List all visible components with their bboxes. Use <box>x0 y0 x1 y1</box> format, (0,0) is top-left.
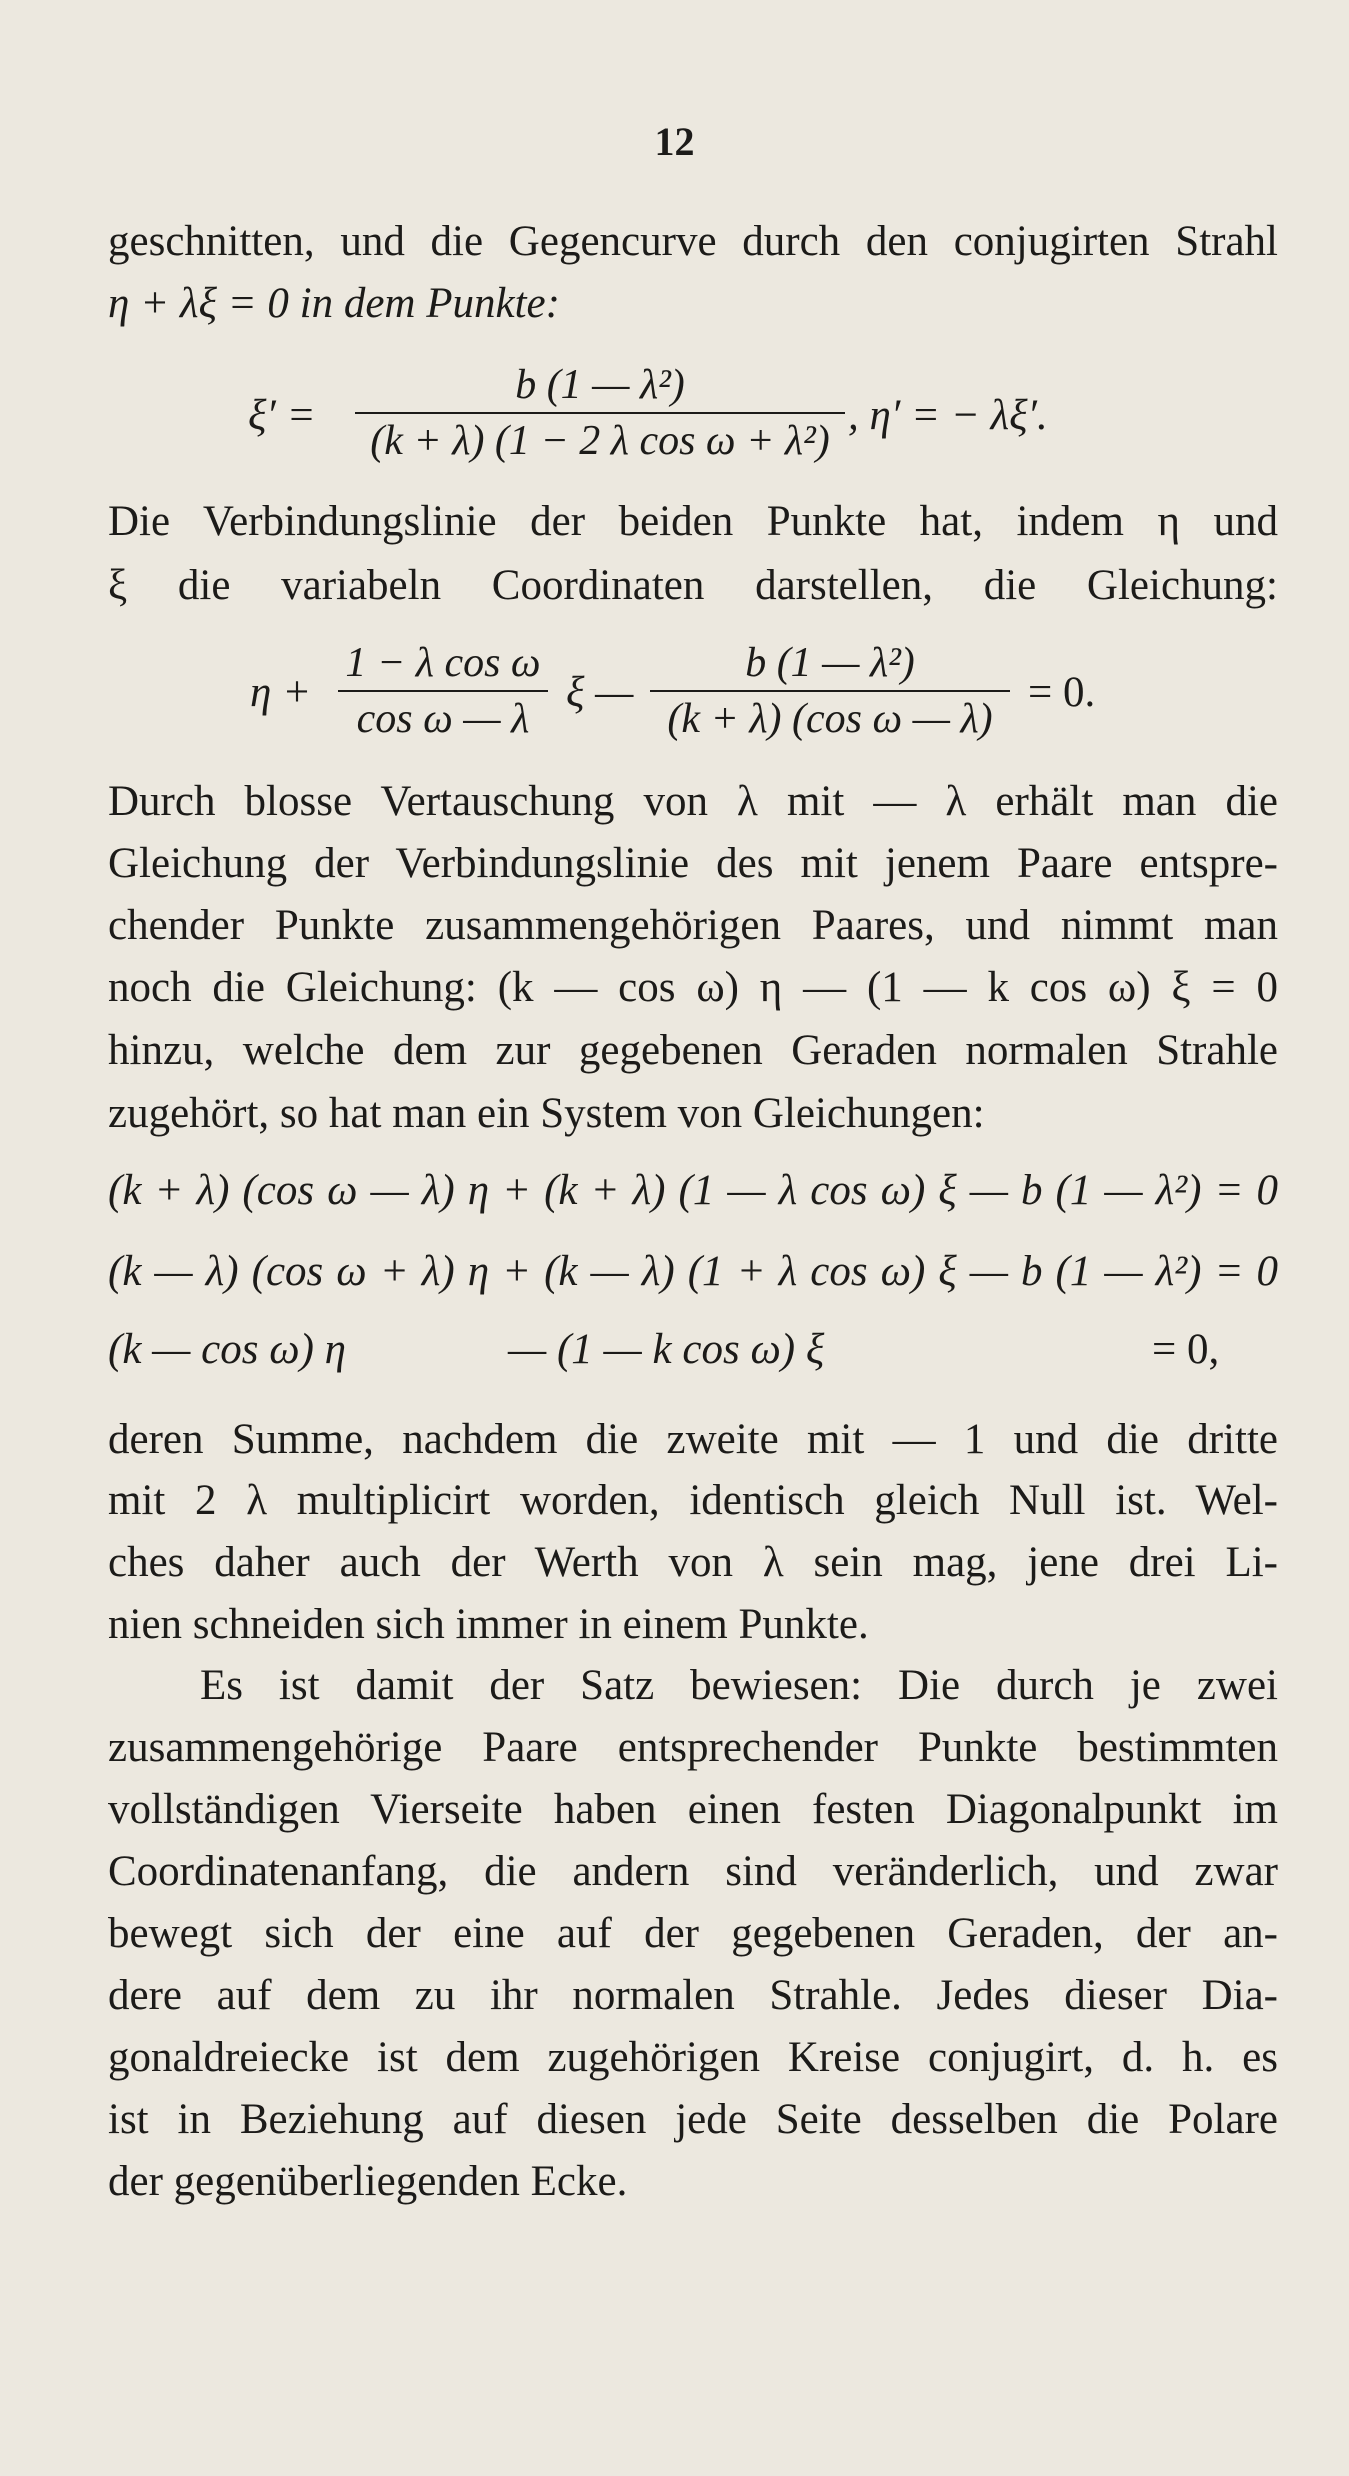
text-line: geschnitten, und die Gegencurve durch den conjugirten Strahl <box>108 218 1278 265</box>
fraction-bar <box>338 690 548 692</box>
fraction-numerator: b (1 — λ²) <box>745 640 915 686</box>
text-line: Es ist damit der Satz bewiesen: Die durch je zwei <box>200 1662 1278 1709</box>
fraction <box>338 638 548 744</box>
equation-rhs: = 0, <box>1152 1326 1220 1373</box>
equation-term: η + <box>250 669 312 716</box>
fraction-bar <box>650 690 1010 692</box>
text-line: noch die Gleichung: (k — cos ω) η — (1 — k cos ω) ξ = 0 <box>108 964 1278 1011</box>
text-line: Gleichung der Verbindungslinie des mit jenem Paare entspre- <box>108 840 1278 887</box>
equation-rhs: = 0. <box>1028 669 1096 716</box>
equation-lhs: ξ′ = <box>248 392 316 439</box>
text-line: ξ die variabeln Coordinaten darstellen, die Gleichung: <box>108 562 1278 609</box>
page-number: 12 <box>654 119 695 164</box>
text-line: zugehört, so hat man ein System von Gleichungen: <box>108 1090 985 1137</box>
text-line: chender Punkte zusammengehörigen Paares, und nimmt man <box>108 902 1278 949</box>
text-line: hinzu, welche dem zur gegebenen Geraden normalen Strahle <box>108 1027 1278 1074</box>
fraction-numerator: b (1 — λ²) <box>515 362 685 408</box>
text-line: Die Verbindungslinie der beiden Punkte hat, indem η und <box>108 498 1278 545</box>
fraction-numerator: 1 − λ cos ω <box>345 640 541 686</box>
fraction <box>355 360 845 466</box>
equation-rhs: , η′ = − λξ′. <box>848 392 1048 439</box>
text-line: der gegenüberliegenden Ecke. <box>108 2158 628 2205</box>
text-line: Durch blosse Vertauschung von λ mit — λ erhält man die <box>108 778 1278 825</box>
text-line: ist in Beziehung auf diesen jede Seite desselben die Polare <box>108 2096 1278 2143</box>
fraction-denominator: cos ω — λ <box>356 696 530 742</box>
text-line: dere auf dem zu ihr normalen Strahle. Jedes dieser Dia- <box>108 1972 1278 2019</box>
text-line: deren Summe, nachdem die zweite mit — 1 und die dritte <box>108 1416 1278 1463</box>
text-line: zusammengehörige Paare entsprechender Punkte bestimmten <box>108 1724 1278 1771</box>
text-line: Coordinatenanfang, die andern sind veränderlich, und zwar <box>108 1848 1278 1895</box>
text-line: mit 2 λ multiplicirt worden, identisch gleich Null ist. Wel- <box>108 1477 1278 1524</box>
fraction-bar <box>355 412 845 414</box>
fraction-denominator: (k + λ) (1 − 2 λ cos ω + λ²) <box>370 418 830 464</box>
equation-term: — (1 — k cos ω) ξ <box>508 1326 825 1373</box>
system-equation-2: (k — λ) (cos ω + λ) η + (k — λ) (1 + λ cos ω) ξ — b (1 — λ²) = 0 <box>108 1248 1278 1295</box>
fraction <box>650 638 1010 744</box>
fraction-denominator: (k + λ) (cos ω — λ) <box>667 696 993 742</box>
equation-term: (k — cos ω) η <box>108 1326 346 1373</box>
text-line: ches daher auch der Werth von λ sein mag, jene drei Li- <box>108 1539 1278 1586</box>
text-line: vollständigen Vierseite haben einen festen Diagonalpunkt im <box>108 1786 1278 1833</box>
system-equation-1: (k + λ) (cos ω — λ) η + (k + λ) (1 — λ cos ω) ξ — b (1 — λ²) = 0 <box>108 1167 1278 1214</box>
equation-term: ξ — <box>566 669 634 716</box>
text-line: bewegt sich der eine auf der gegebenen Geraden, der an- <box>108 1910 1278 1957</box>
text-line: gonaldreiecke ist dem zugehörigen Kreise conjugirt, d. h. es <box>108 2034 1278 2081</box>
text-line: η + λξ = 0 in dem Punkte: <box>108 280 560 327</box>
text-line: nien schneiden sich immer in einem Punkte. <box>108 1601 869 1648</box>
